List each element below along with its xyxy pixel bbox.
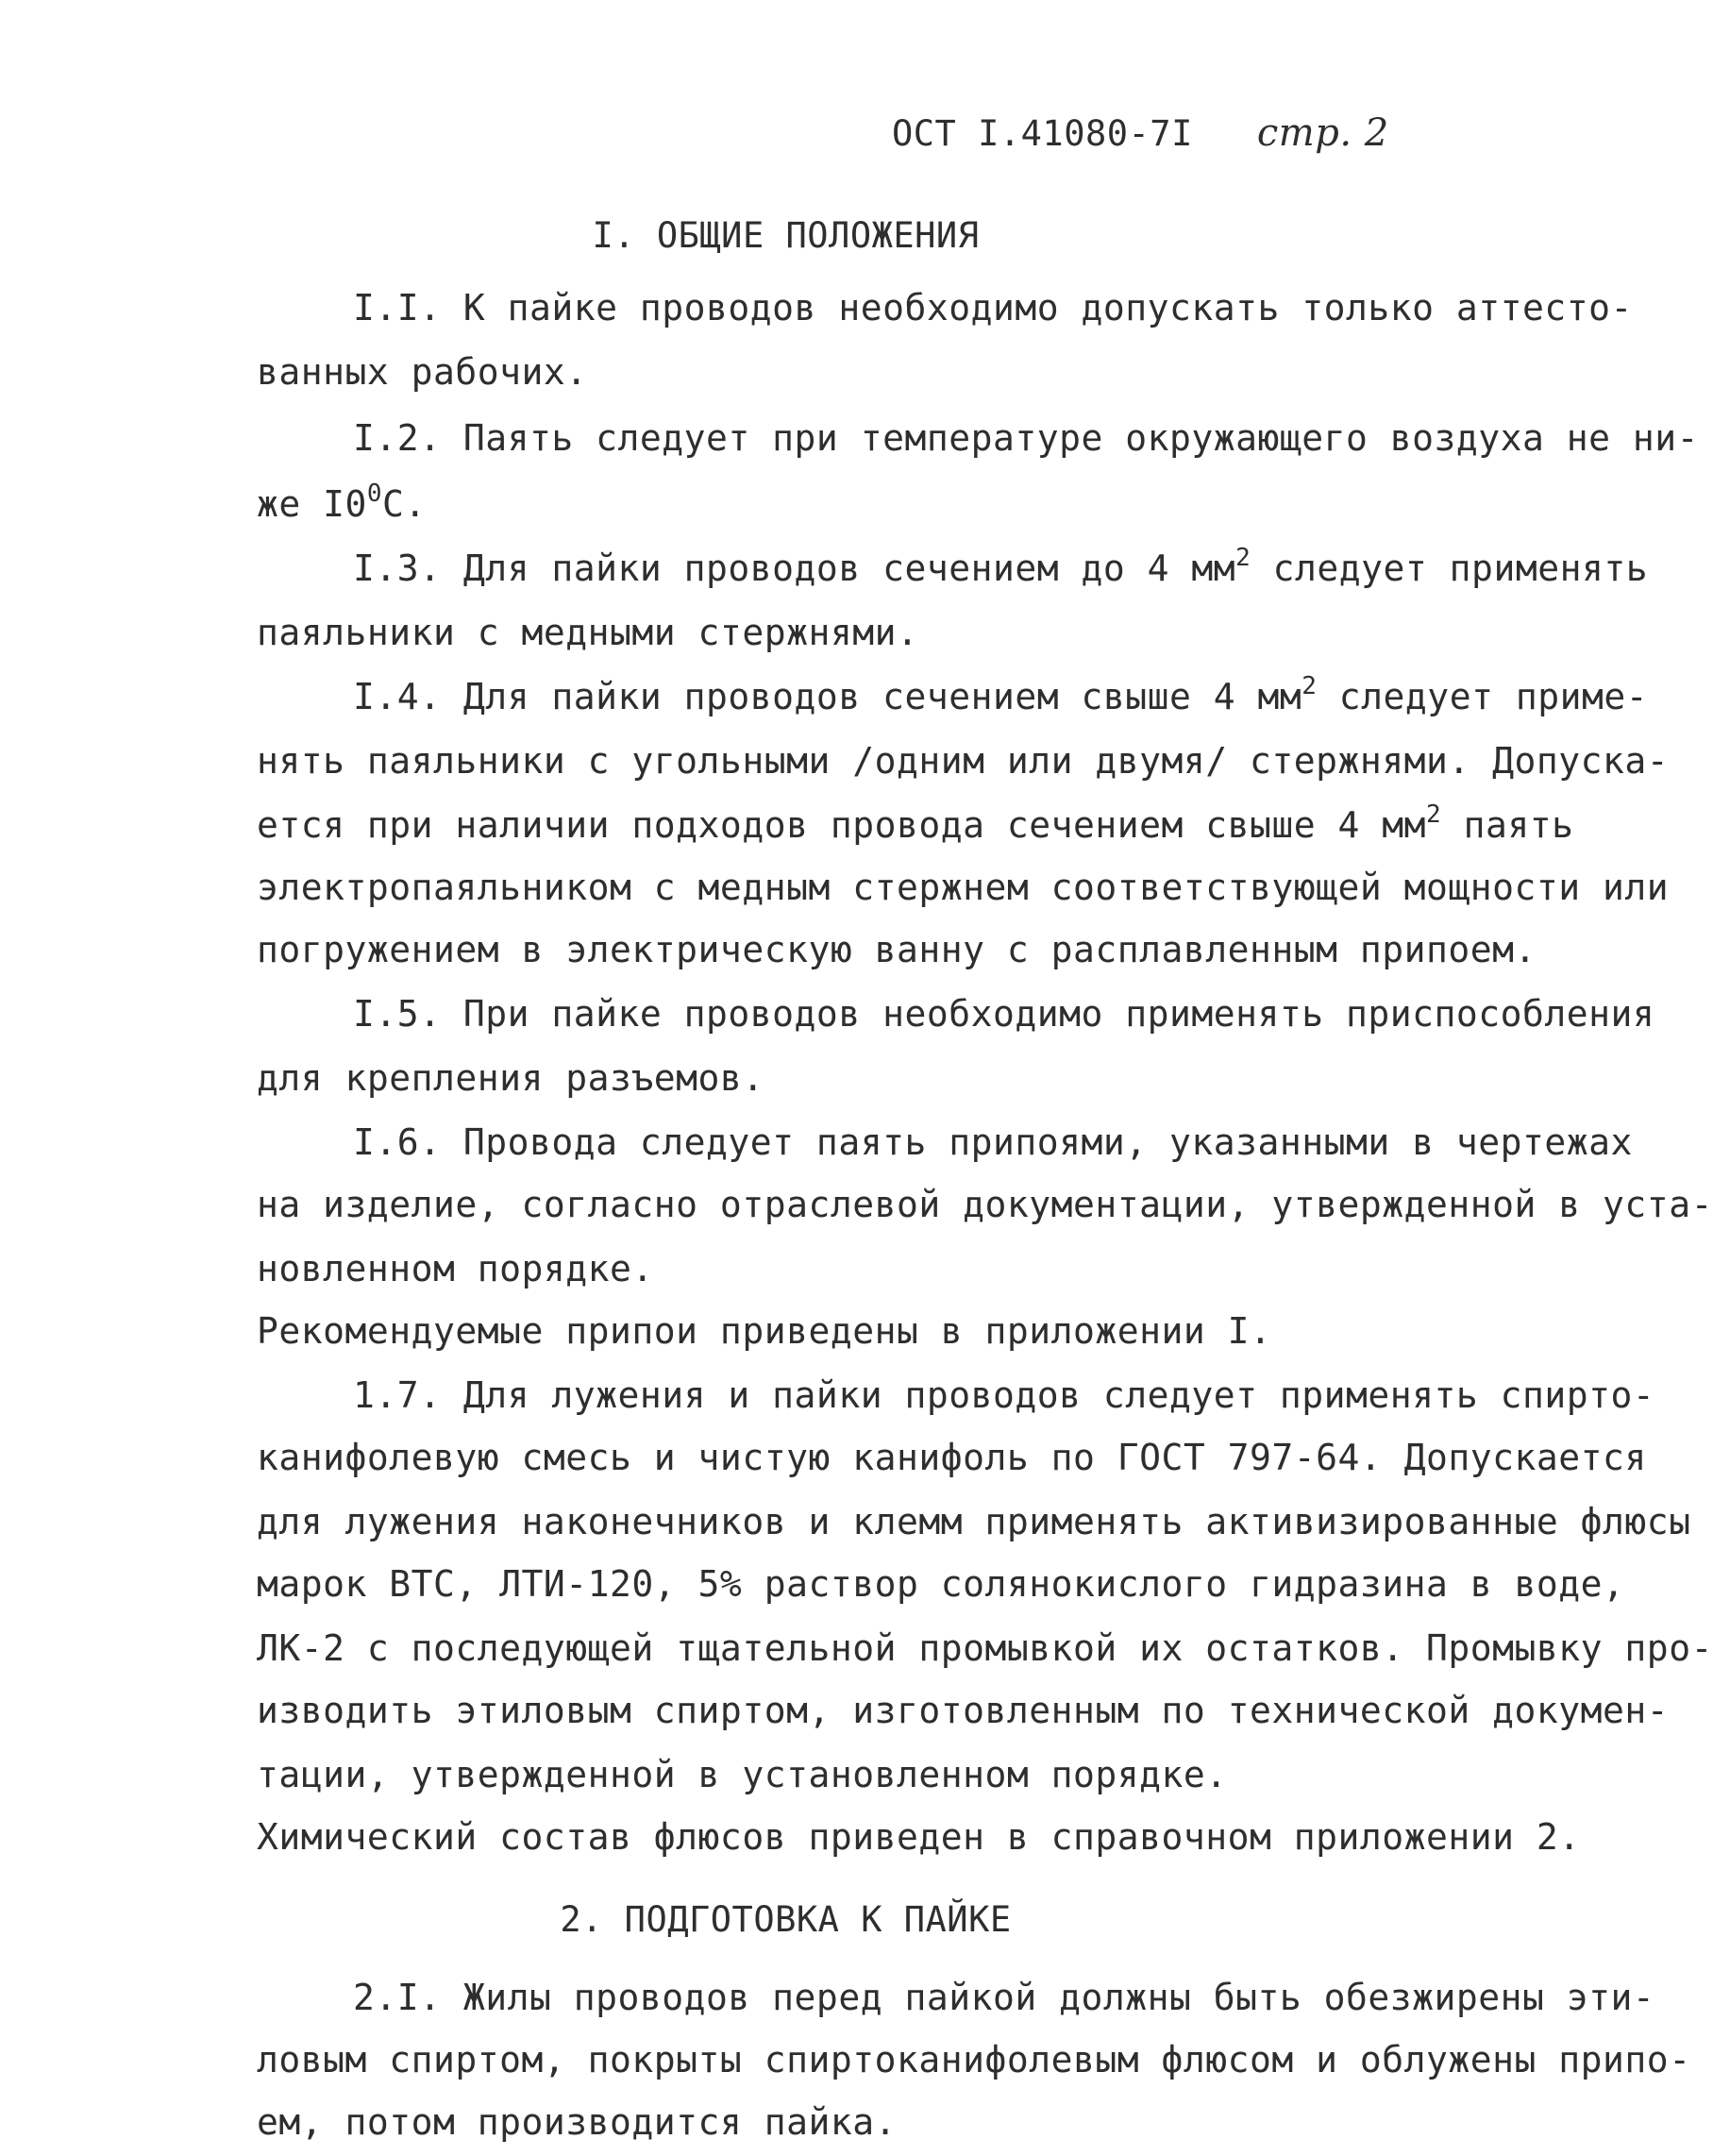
paragraph-1-6-line-3: новленном порядке. — [257, 1248, 654, 1289]
paragraph-1-1-line-1: I.I. К пайке проводов необходимо допускать только аттесто- — [353, 287, 1633, 328]
paragraph-1-2-line-1: I.2. Паять следует при температуре окружающего воздуха не ни- — [353, 417, 1700, 459]
superscript-2: 2 — [1426, 800, 1442, 829]
paragraph-1-6-line-1: I.6. Провода следует паять припоями, указанными в чертежах — [353, 1121, 1633, 1163]
paragraph-1-3-line-2: паяльники с медными стержнями. — [257, 612, 919, 653]
paragraph-1-6-line-2: на изделие, согласно отраслевой документации, утвержденной в уста- — [257, 1184, 1713, 1225]
section-2-heading: 2. ПОДГОТОВКА К ПАЙКЕ — [560, 1899, 1012, 1940]
paragraph-1-7-line-6: изводить этиловым спиртом, изготовленным по технической докумен- — [257, 1690, 1670, 1731]
paragraph-1-4-line-3: ется при наличии подходов провода сечением свыше 4 $мм^2$ паять — [257, 800, 1574, 846]
paragraph-1-7-line-2: канифолевую смесь и чистую канифоль по ГОСТ 797-64. Допускается — [257, 1437, 1647, 1478]
paragraph-1-1-line-2: ванных рабочих. — [257, 351, 588, 393]
paragraph-1-4-line-2: нять паяльники с угольными /одним или двумя/ стержнями. Допуска- — [257, 740, 1670, 782]
paragraph-1-7-line-3: для лужения наконечников и клемм применять активизированные флюсы — [257, 1501, 1691, 1542]
paragraph-1-7-line-8: Химический состав флюсов приведен в справочном приложении 2. — [257, 1816, 1581, 1858]
page-number-handwritten: стр. 2 — [1256, 111, 1389, 155]
paragraph-1-7-line-7: тации, утвержденной в установленном порядке. — [257, 1754, 1228, 1795]
paragraph-1-7-line-1: 1.7. Для лужения и пайки проводов следует применять спирто- — [353, 1374, 1655, 1416]
paragraph-1-6-line-4: Рекомендуемые припои приведены в приложении I. — [257, 1310, 1272, 1352]
superscript-degree: 0 — [366, 480, 383, 508]
paragraph-2-1-line-2: ловым спиртом, покрыты спиртоканифолевым флюсом и облужены припо- — [257, 2039, 1691, 2080]
paragraph-1-5-line-2: для крепления разъемов. — [257, 1057, 764, 1099]
superscript-2: 2 — [1235, 544, 1251, 572]
paragraph-2-1-line-1: 2.I. Жилы проводов перед пайкой должны быть обезжирены эти- — [353, 1977, 1655, 2018]
paragraph-1-3-line-1: I.3. Для пайки проводов сечением до 4 $мм^2$ следует применять — [353, 544, 1649, 589]
document-code: ОСТ I.41080-7I — [892, 113, 1193, 154]
paragraph-1-5-line-1: I.5. При пайке проводов необходимо применять приспособления — [353, 993, 1655, 1035]
superscript-2: 2 — [1302, 672, 1318, 700]
paragraph-1-7-line-4: марок ВТС, ЛТИ-120, 5% раствор солянокислого гидразина в воде, — [257, 1563, 1625, 1605]
page-header — [892, 111, 1389, 155]
paragraph-1-4-line-1: I.4. Для пайки проводов сечением свыше 4 $мм^2$ следует приме- — [353, 672, 1649, 717]
paragraph-2-1-line-3: ем, потом производится пайка. — [257, 2101, 897, 2143]
paragraph-1-4-line-4: электропаяльником с медным стержнем соответствующей мощности или — [257, 867, 1670, 908]
paragraph-1-2-line-2: же $I0^0С$. — [257, 480, 427, 525]
paragraph-1-7-line-5: ЛК-2 с последующей тщательной промывкой их остатков. Промывку про- — [257, 1627, 1713, 1669]
paragraph-1-4-line-5: погружением в электрическую ванну с расплавленным припоем. — [257, 929, 1537, 970]
section-1-heading: I. ОБЩИЕ ПОЛОЖЕНИЯ — [592, 215, 980, 256]
